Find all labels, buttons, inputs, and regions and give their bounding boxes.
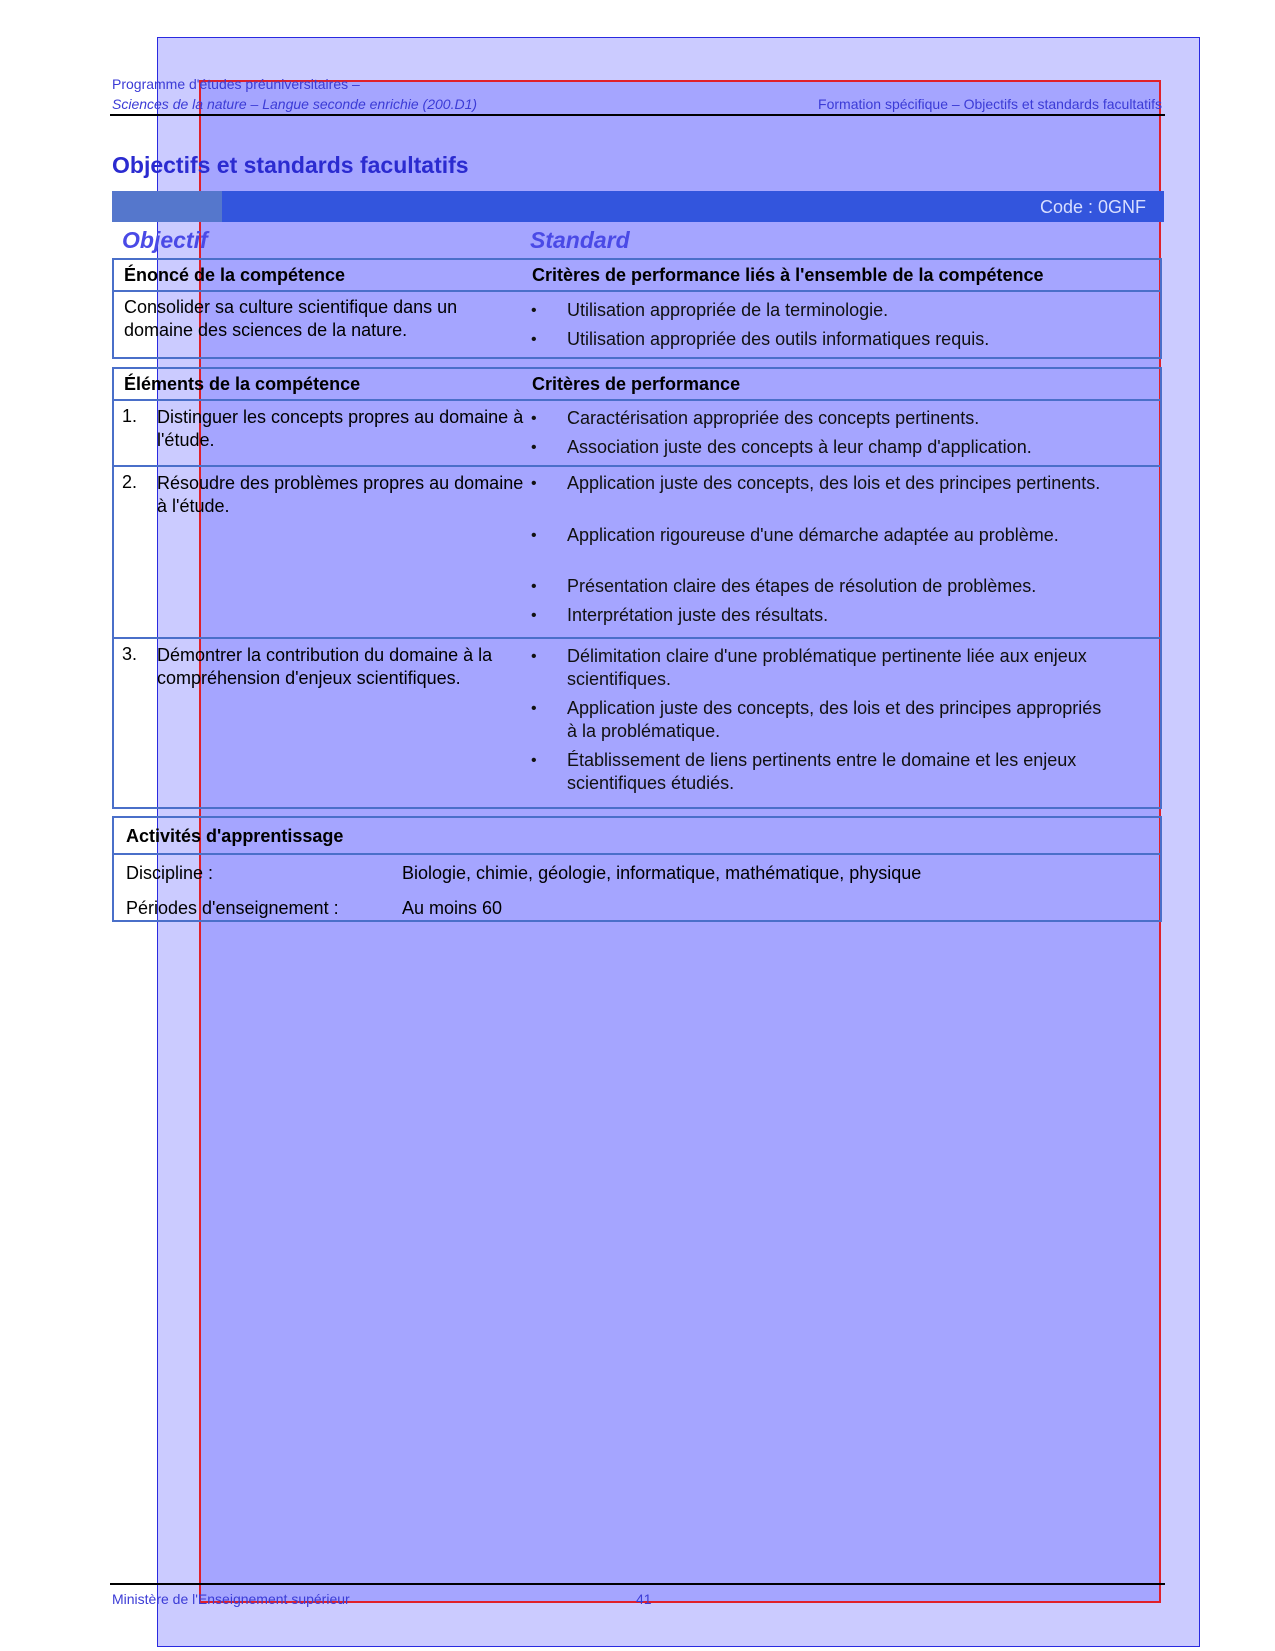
page-number: 41 bbox=[636, 1591, 652, 1607]
element-criterion: • Application juste des concepts, des lois et des principes appropriés à la problématique. bbox=[531, 698, 1102, 741]
bullet-icon: • bbox=[531, 439, 537, 456]
competence-left-header: Énoncé de la compétence bbox=[124, 265, 346, 285]
element-criterion: • Délimitation claire d'une problématique pertinente liée aux enjeux scientifiques. bbox=[531, 646, 1087, 689]
bullet-icon: • bbox=[531, 752, 537, 769]
element-criterion: • Application juste des concepts, des lois et des principes pertinents. bbox=[531, 473, 1101, 493]
element-row bbox=[114, 399, 1160, 465]
element-row bbox=[114, 637, 1160, 807]
elements-box bbox=[112, 367, 1162, 809]
bullet-icon: • bbox=[531, 475, 537, 492]
bullet-icon: • bbox=[531, 410, 537, 427]
element-number: 2. bbox=[122, 472, 138, 492]
bullet-icon: • bbox=[531, 648, 537, 665]
element-criterion: • Association juste des concepts à leur champ d'application. bbox=[531, 437, 1032, 457]
element-number: 3. bbox=[122, 644, 138, 664]
element-criterion: • Présentation claire des étapes de résolution de problèmes. bbox=[531, 576, 1037, 596]
header-program: Programme d'études préuniversitaires – bbox=[112, 76, 360, 92]
element-criterion: • Interprétation juste des résultats. bbox=[531, 605, 829, 625]
periods-value: Au moins 60 bbox=[402, 898, 503, 918]
element-row bbox=[114, 465, 1160, 637]
discipline-value: Biologie, chimie, géologie, informatique, mathématique, physique bbox=[402, 863, 922, 883]
header-program-name: Sciences de la nature – Langue seconde enrichie (200.D1) bbox=[112, 96, 478, 112]
competence-statement-line-2: domaine des sciences de la nature. bbox=[124, 320, 408, 340]
header-section: Formation spécifique – Objectifs et standards facultatifs bbox=[818, 96, 1162, 112]
competence-row bbox=[114, 290, 1160, 359]
element-criterion: • Caractérisation appropriée des concepts pertinents. bbox=[531, 408, 980, 428]
elements-right-header: Critères de performance bbox=[532, 374, 741, 394]
element-criterion: • Établissement de liens pertinents entre le domaine et les enjeux scientifiques étudiés. bbox=[531, 750, 1077, 793]
activities-box bbox=[112, 816, 1162, 922]
element-criterion: • Application rigoureuse d'une démarche adaptée au problème. bbox=[531, 525, 1059, 545]
element-text: Démontrer la contribution du domaine à la compréhension d'enjeux scientifiques. bbox=[157, 645, 493, 688]
competence-statement-line-1: Consolider sa culture scientifique dans un bbox=[124, 297, 458, 317]
header-rule bbox=[110, 114, 1165, 116]
column-header-objectif: Objectif bbox=[122, 227, 208, 253]
periods-label: Périodes d'enseignement : bbox=[126, 898, 339, 918]
bullet-icon: • bbox=[531, 700, 537, 717]
bullet-icon: • bbox=[531, 527, 537, 544]
bullet-icon: • bbox=[531, 607, 537, 624]
element-text: Distinguer les concepts propres au domaine à l'étude. bbox=[157, 407, 524, 450]
element-number: 1. bbox=[122, 406, 138, 426]
activities-header: Activités d'apprentissage bbox=[126, 826, 344, 846]
element-text: Résoudre des problèmes propres au domaine à l'étude. bbox=[157, 473, 524, 516]
footer-ministry: Ministère de l'Enseignement supérieur bbox=[112, 1591, 350, 1607]
footer-rule bbox=[110, 1583, 1165, 1585]
bullet-icon: • bbox=[531, 302, 537, 319]
competence-box bbox=[112, 258, 1162, 359]
page-title: Objectifs et standards facultatifs bbox=[112, 152, 469, 178]
code-bar bbox=[112, 191, 1164, 222]
code-label: Code : 0GNF bbox=[1039, 197, 1146, 217]
competence-right-header: Critères de performance liés à l'ensemble de la compétence bbox=[532, 265, 1044, 285]
elements-left-header: Éléments de la compétence bbox=[124, 374, 361, 394]
column-header-standard: Standard bbox=[530, 227, 630, 253]
competence-criterion: • Utilisation appropriée des outils informatiques requis. bbox=[531, 329, 990, 349]
bullet-icon: • bbox=[531, 578, 537, 595]
discipline-label: Discipline : bbox=[126, 863, 214, 883]
bullet-icon: • bbox=[531, 331, 537, 348]
competence-criterion: • Utilisation appropriée de la terminologie. bbox=[531, 300, 889, 320]
code-bar-accent bbox=[112, 191, 222, 222]
activities-row bbox=[114, 853, 1160, 921]
